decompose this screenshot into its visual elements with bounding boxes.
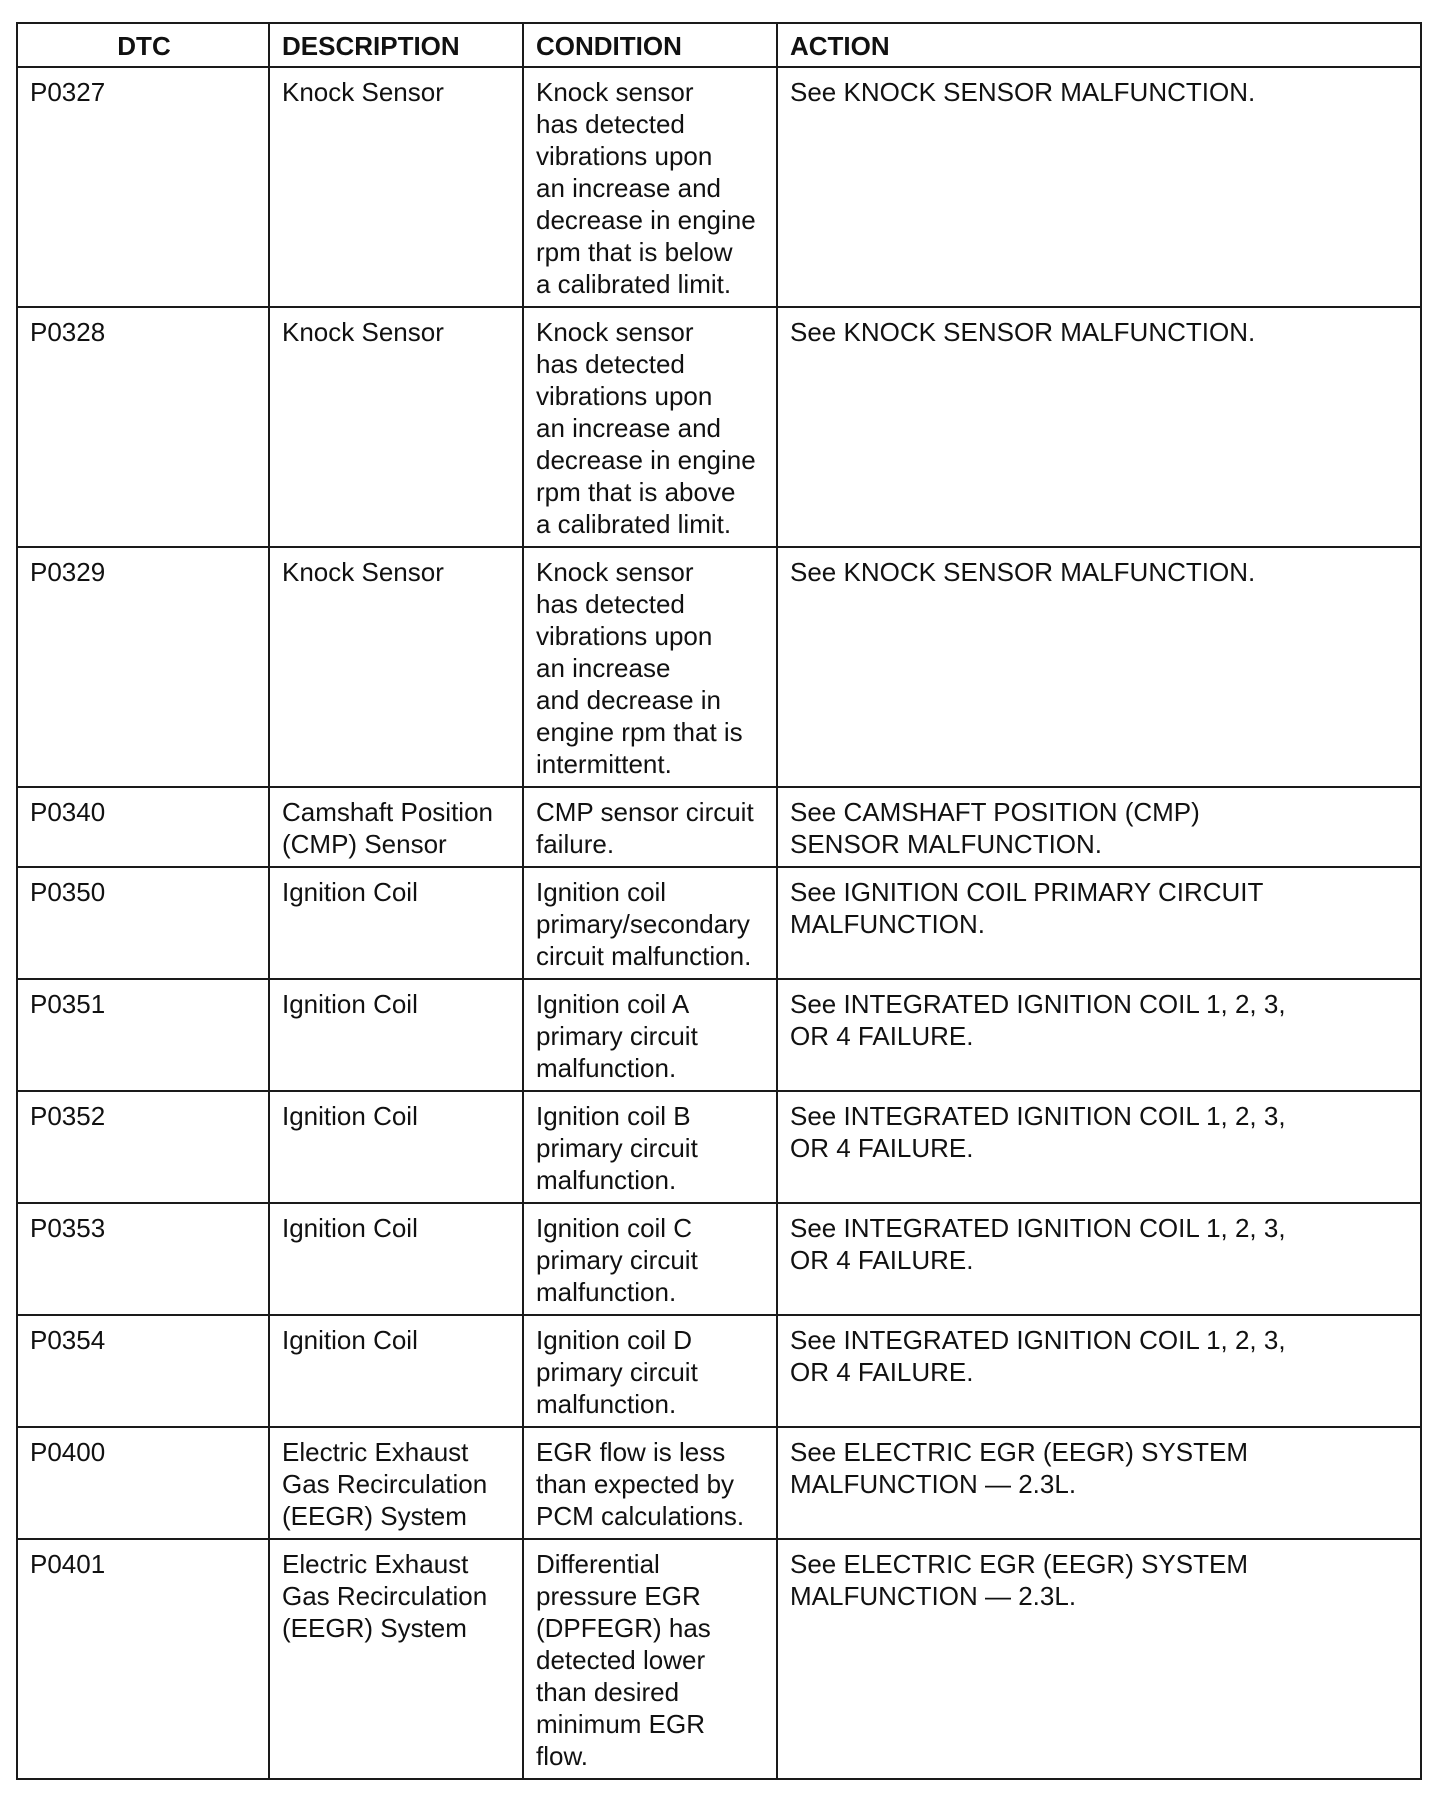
action-cell: See INTEGRATED IGNITION COIL 1, 2, 3, OR 4 FAILURE. xyxy=(777,1203,1421,1315)
dtc-document xyxy=(16,22,1420,1780)
header-condition: CONDITION xyxy=(523,23,777,67)
table-row xyxy=(17,67,1421,307)
action-cell: See KNOCK SENSOR MALFUNCTION. xyxy=(777,547,1421,787)
action-cell: See KNOCK SENSOR MALFUNCTION. xyxy=(777,67,1421,307)
dtc-code-cell: P0328 xyxy=(17,307,269,547)
dtc-code-cell: P0352 xyxy=(17,1091,269,1203)
header-dtc: DTC xyxy=(17,23,269,67)
action-cell: See KNOCK SENSOR MALFUNCTION. xyxy=(777,307,1421,547)
dtc-code-cell: P0353 xyxy=(17,1203,269,1315)
action-cell: See IGNITION COIL PRIMARY CIRCUIT MALFUNCTION. xyxy=(777,867,1421,979)
dtc-table xyxy=(16,22,1422,1780)
condition-cell: Differential pressure EGR (DPFEGR) has detected lower than desired minimum EGR flow. xyxy=(523,1539,777,1779)
header-action: ACTION xyxy=(777,23,1421,67)
description-cell: Ignition Coil xyxy=(269,1315,523,1427)
dtc-code-cell: P0329 xyxy=(17,547,269,787)
table-row xyxy=(17,307,1421,547)
condition-cell: Ignition coil primary/secondary circuit malfunction. xyxy=(523,867,777,979)
condition-cell: Knock sensor has detected vibrations upon an increase and decrease in engine rpm that is above a calibrated limit. xyxy=(523,307,777,547)
table-row xyxy=(17,867,1421,979)
dtc-code-cell: P0401 xyxy=(17,1539,269,1779)
description-cell: Knock Sensor xyxy=(269,67,523,307)
action-cell: See CAMSHAFT POSITION (CMP) SENSOR MALFUNCTION. xyxy=(777,787,1421,867)
description-cell: Camshaft Position (CMP) Sensor xyxy=(269,787,523,867)
table-row xyxy=(17,1539,1421,1779)
table-row xyxy=(17,979,1421,1091)
condition-cell: Ignition coil C primary circuit malfunction. xyxy=(523,1203,777,1315)
table-row xyxy=(17,787,1421,867)
condition-cell: EGR flow is less than expected by PCM calculations. xyxy=(523,1427,777,1539)
table-row xyxy=(17,1203,1421,1315)
condition-cell: Ignition coil A primary circuit malfunction. xyxy=(523,979,777,1091)
dtc-code-cell: P0351 xyxy=(17,979,269,1091)
action-cell: See INTEGRATED IGNITION COIL 1, 2, 3, OR 4 FAILURE. xyxy=(777,979,1421,1091)
table-row xyxy=(17,1427,1421,1539)
action-cell: See INTEGRATED IGNITION COIL 1, 2, 3, OR 4 FAILURE. xyxy=(777,1091,1421,1203)
condition-cell: Knock sensor has detected vibrations upon an increase and decrease in engine rpm that is intermittent. xyxy=(523,547,777,787)
dtc-code-cell: P0354 xyxy=(17,1315,269,1427)
action-cell: See ELECTRIC EGR (EEGR) SYSTEM MALFUNCTION — 2.3L. xyxy=(777,1427,1421,1539)
description-cell: Ignition Coil xyxy=(269,1091,523,1203)
action-cell: See ELECTRIC EGR (EEGR) SYSTEM MALFUNCTION — 2.3L. xyxy=(777,1539,1421,1779)
condition-cell: Ignition coil B primary circuit malfunction. xyxy=(523,1091,777,1203)
condition-cell: CMP sensor circuit failure. xyxy=(523,787,777,867)
table-row xyxy=(17,1091,1421,1203)
action-cell: See INTEGRATED IGNITION COIL 1, 2, 3, OR 4 FAILURE. xyxy=(777,1315,1421,1427)
table-header-row xyxy=(17,23,1421,67)
condition-cell: Knock sensor has detected vibrations upon an increase and decrease in engine rpm that is below a calibrated limit. xyxy=(523,67,777,307)
header-description: DESCRIPTION xyxy=(269,23,523,67)
description-cell: Electric Exhaust Gas Recirculation (EEGR) System xyxy=(269,1539,523,1779)
dtc-code-cell: P0400 xyxy=(17,1427,269,1539)
dtc-code-cell: P0350 xyxy=(17,867,269,979)
condition-cell: Ignition coil D primary circuit malfunction. xyxy=(523,1315,777,1427)
description-cell: Knock Sensor xyxy=(269,547,523,787)
table-row xyxy=(17,547,1421,787)
dtc-code-cell: P0340 xyxy=(17,787,269,867)
table-row xyxy=(17,1315,1421,1427)
description-cell: Electric Exhaust Gas Recirculation (EEGR) System xyxy=(269,1427,523,1539)
description-cell: Knock Sensor xyxy=(269,307,523,547)
description-cell: Ignition Coil xyxy=(269,867,523,979)
description-cell: Ignition Coil xyxy=(269,1203,523,1315)
dtc-code-cell: P0327 xyxy=(17,67,269,307)
description-cell: Ignition Coil xyxy=(269,979,523,1091)
